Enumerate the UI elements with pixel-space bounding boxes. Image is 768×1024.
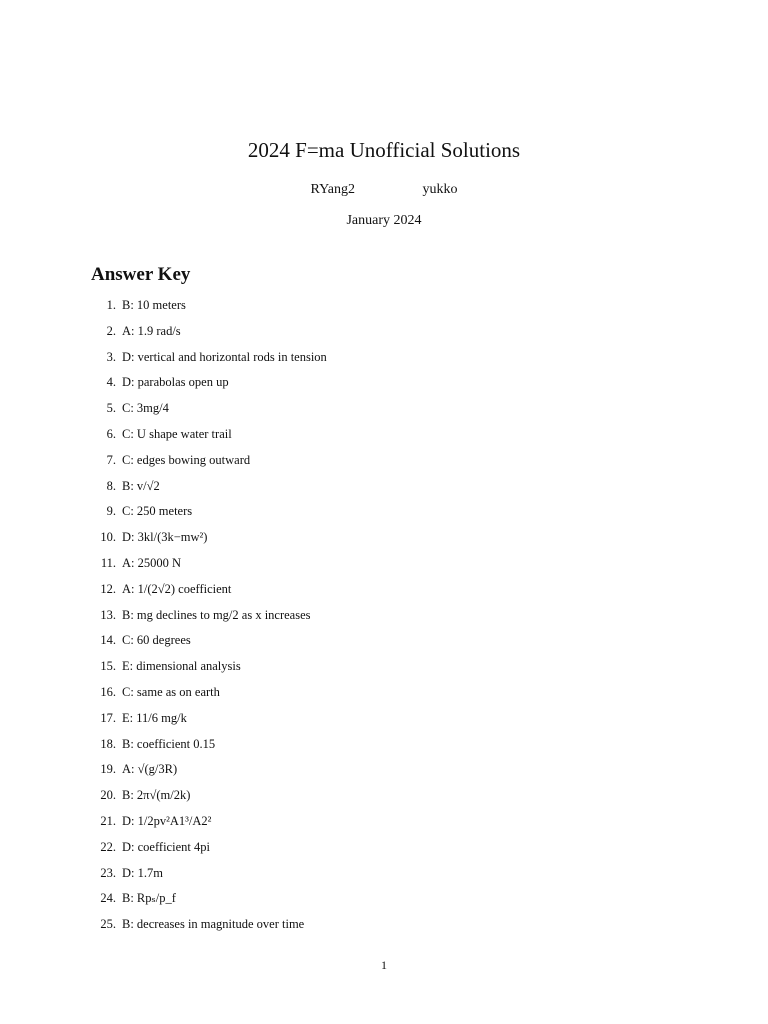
answer-text: C: 250 meters: [122, 504, 193, 519]
answer-text: B: mg declines to mg/2 as x increases: [122, 607, 311, 622]
answer-text: B: v/√2: [122, 478, 160, 493]
answer-text: B: Rpₛ/p_f: [122, 891, 176, 906]
answer-text: E: 11/6 mg/k: [122, 710, 187, 725]
answer-number: 5.: [106, 401, 116, 416]
answer-number: 18.: [100, 736, 116, 751]
answer-number: 8.: [106, 478, 116, 493]
answer-number: 20.: [100, 788, 116, 803]
answer-number: 23.: [100, 865, 116, 880]
list-item: [0, 757, 768, 783]
list-item: [0, 628, 768, 654]
answer-text: D: 3kl/(3k−mw²): [122, 530, 208, 545]
answer-number: 6.: [106, 426, 116, 441]
list-item: [0, 422, 768, 448]
answer-text: B: 2π√(m/2k): [122, 788, 191, 803]
answer-number: 4.: [106, 375, 116, 390]
answer-text: D: parabolas open up: [122, 375, 229, 390]
list-item: [0, 577, 768, 603]
answer-number: 17.: [100, 710, 116, 725]
answer-text: D: coefficient 4pi: [122, 839, 210, 854]
answer-number: 9.: [106, 504, 116, 519]
answer-text: C: 60 degrees: [122, 633, 191, 648]
list-item: [0, 370, 768, 396]
list-item: [0, 861, 768, 887]
answer-number: 19.: [100, 762, 116, 777]
section-heading: Answer Key: [91, 264, 191, 285]
list-item: [0, 886, 768, 912]
list-item: [0, 706, 768, 732]
answer-text: A: 1.9 rad/s: [122, 323, 181, 338]
list-item: [0, 499, 768, 525]
answer-text: A: 25000 N: [122, 555, 182, 570]
answer-number: 25.: [100, 917, 116, 932]
list-item: [0, 319, 768, 345]
page-number: 1: [381, 958, 387, 972]
author-name: RYang2: [310, 182, 355, 197]
answer-number: 12.: [100, 581, 116, 596]
answer-number: 7.: [106, 452, 116, 467]
answer-text: D: 1/2pv²A1³/A2²: [122, 813, 212, 828]
list-item: [0, 293, 768, 319]
document-date: January 2024: [346, 213, 422, 228]
list-item: [0, 448, 768, 474]
answer-number: 15.: [100, 659, 116, 674]
answer-number: 16.: [100, 684, 116, 699]
list-item: [0, 835, 768, 861]
list-item: [0, 912, 768, 938]
document-title: 2024 F=ma Unofficial Solutions: [247, 138, 521, 162]
list-item: [0, 603, 768, 629]
list-item: [0, 732, 768, 758]
answer-list: [0, 293, 768, 938]
list-item: [0, 551, 768, 577]
answer-text: D: 1.7m: [122, 865, 163, 880]
answer-number: 3.: [106, 349, 116, 364]
list-item: [0, 396, 768, 422]
list-item: [0, 345, 768, 371]
list-item: [0, 654, 768, 680]
list-item: [0, 809, 768, 835]
answer-text: A: 1/(2√2) coefficient: [122, 581, 232, 596]
answer-number: 1.: [106, 298, 116, 312]
list-item: [0, 474, 768, 500]
answer-text: B: coefficient 0.15: [122, 736, 216, 751]
answer-text: E: dimensional analysis: [122, 659, 241, 674]
answer-text: C: edges bowing outward: [122, 452, 251, 467]
answer-number: 10.: [100, 530, 116, 545]
answer-text: D: vertical and horizontal rods in tension: [122, 349, 327, 364]
list-item: [0, 680, 768, 706]
answer-number: 14.: [100, 633, 116, 648]
answer-text: C: same as on earth: [122, 684, 220, 699]
answer-number: 21.: [100, 813, 116, 828]
author-name: yukko: [422, 182, 458, 197]
answer-number: 13.: [100, 607, 116, 622]
list-item: [0, 783, 768, 809]
answer-number: 22.: [100, 839, 116, 854]
answer-text: B: 10 meters: [122, 298, 186, 312]
answer-number: 24.: [100, 891, 116, 906]
answer-number: 11.: [100, 555, 116, 570]
authors: [0, 182, 768, 198]
answer-number: 2.: [106, 323, 116, 338]
answer-text: C: U shape water trail: [122, 426, 232, 441]
answer-text: B: decreases in magnitude over time: [122, 917, 305, 932]
answer-text: A: √(g/3R): [122, 762, 178, 777]
answer-text: C: 3mg/4: [122, 401, 169, 416]
list-item: [0, 525, 768, 551]
